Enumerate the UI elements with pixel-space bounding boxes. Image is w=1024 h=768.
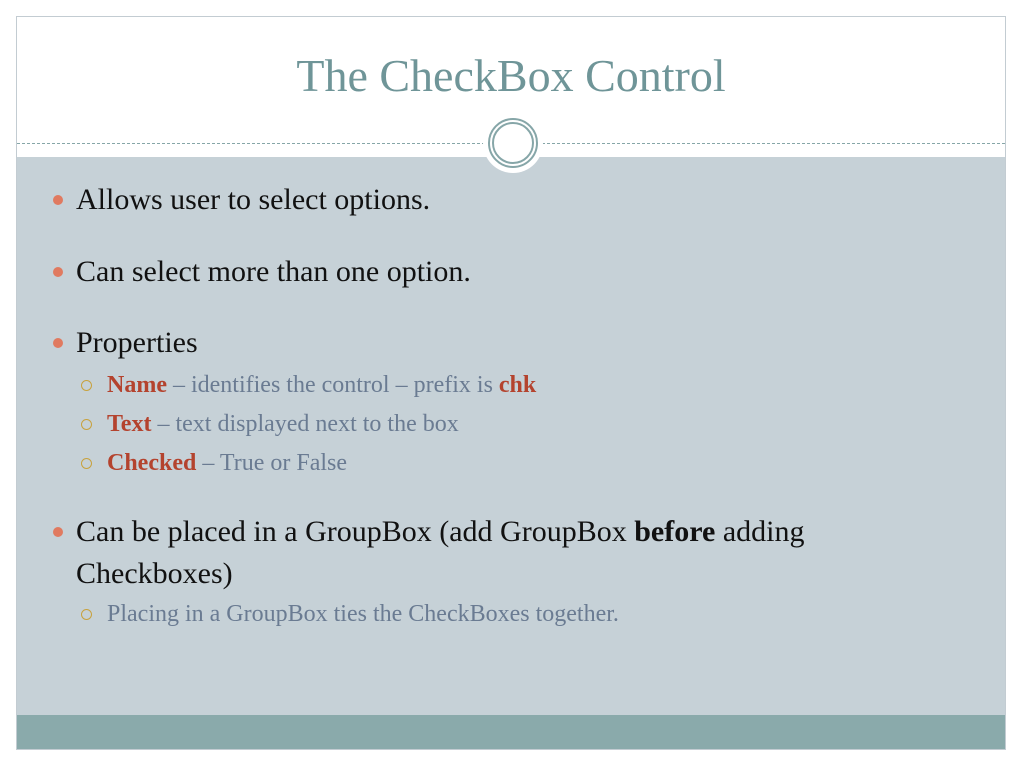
sub-bullet-text: Placing in a GroupBox ties the CheckBoxes together. [107,601,619,627]
sub-bullet-item [81,448,961,478]
sub-bullet-item [81,599,961,629]
bullet-item [53,322,953,364]
bullet-text [76,511,953,595]
sub-bullet-ring-icon [81,380,92,391]
sub-bullet-ring-icon [81,609,92,620]
bullet-text: Can select more than one option. [76,255,471,288]
ornament-inner-ring [492,122,534,164]
sub-bullet-ring-icon [81,419,92,430]
bullet-dot-icon [53,195,63,205]
footer-bar [17,715,1005,749]
bullet-item [53,511,953,595]
sub-bullet-ring-icon [81,458,92,469]
bullet-text: Properties [76,326,198,359]
divider-ornament-icon [483,113,543,173]
bullet-item [53,251,953,293]
bullet-item [53,179,953,221]
property-keyword: Checked [107,450,197,476]
property-description: – True or False [196,450,348,476]
bullet-text-part: adding Checkboxes) [76,515,805,590]
prefix-keyword: chk [498,372,537,398]
slide [16,16,1006,750]
bullet-text: Allows user to select options. [76,183,431,216]
sub-bullet-item [81,409,961,439]
property-description: – identifies the control – prefix is [166,372,499,398]
slide-title: The CheckBox Control [296,50,726,101]
bullet-dot-icon [53,267,63,277]
sub-bullet-text [107,409,961,439]
bullet-dot-icon [53,338,63,348]
sub-bullet-text [107,448,961,478]
bullet-text-part: Can be placed in a GroupBox (add GroupBox [76,515,635,548]
sub-bullet-item [81,370,961,400]
property-description: – text displayed next to the box [151,411,459,437]
property-keyword: Text [107,411,152,437]
sub-bullet-text [107,370,961,400]
content-area [17,157,1005,715]
bullet-dot-icon [53,527,63,537]
emphasis-text: before [634,515,716,548]
property-keyword: Name [107,372,167,398]
